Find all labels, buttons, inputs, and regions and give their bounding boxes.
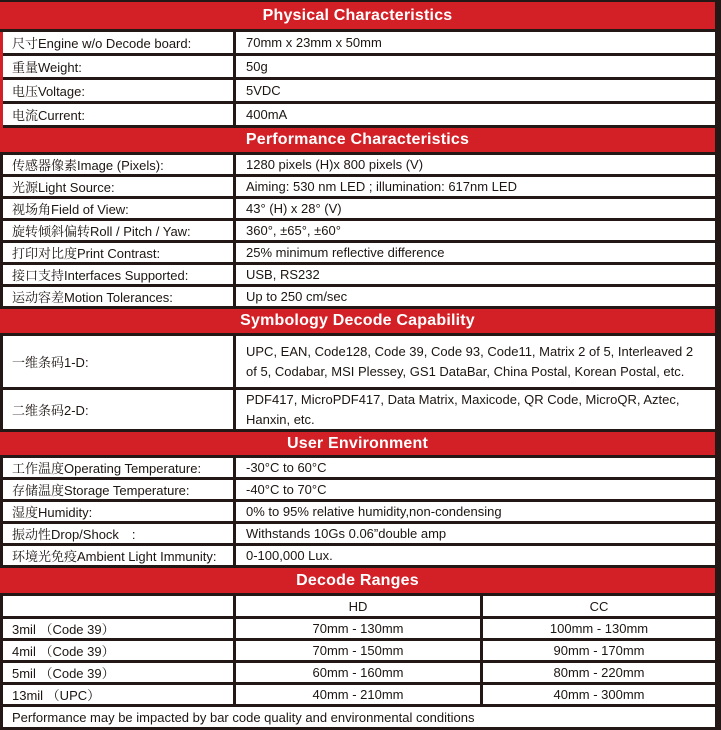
spec-value: -30°C to 60°C [246, 460, 327, 475]
spec-label: 二维条码2-D: [3, 390, 236, 429]
decode-cc-value: 100mm - 130mm [549, 621, 649, 636]
section-title-environment: User Environment [286, 434, 428, 452]
spec-value: 360°, ±65°, ±60° [246, 223, 341, 238]
spec-row [3, 480, 715, 502]
spec-label: 旋转倾斜偏转Roll / Pitch / Yaw: [3, 221, 236, 240]
spec-row [3, 177, 715, 199]
spec-value: 0-100,000 Lux. [246, 548, 333, 563]
spec-value: Withstands 10Gs 0.06”double amp [246, 526, 447, 541]
decode-column-cc: CC [589, 598, 609, 614]
decode-hd-value: 70mm - 150mm [236, 641, 483, 660]
spec-value: 25% minimum reflective difference [246, 245, 445, 260]
decode-columns-row [3, 596, 715, 619]
spec-label: 振动性Drop/Shock : [3, 524, 236, 543]
spec-row [3, 32, 715, 56]
spec-value: 50g [246, 59, 268, 74]
spec-value: 43° (H) x 28° (V) [246, 201, 342, 216]
spec-row [3, 80, 715, 104]
footer-note: Performance may be impacted by bar code quality and environmental conditions [12, 709, 475, 725]
decode-hd-value: 40mm - 210mm [236, 685, 483, 704]
spec-value: PDF417, MicroPDF417, Data Matrix, Maxicode, QR Code, MicroQR, Aztec, Hanxin, etc. [246, 392, 680, 427]
section-environment [0, 458, 715, 568]
decode-cc-value: 40mm - 300mm [553, 687, 645, 702]
spec-row [3, 546, 715, 568]
spec-row [3, 265, 715, 287]
decode-column-blank [3, 596, 236, 616]
spec-row [3, 199, 715, 221]
spec-row [3, 390, 715, 432]
spec-label: 运动容差Motion Tolerances: [3, 287, 236, 306]
spec-value: 400mA [246, 107, 288, 122]
spec-label: 电流Current: [3, 104, 236, 125]
section-header-environment [0, 432, 715, 458]
spec-value: -40°C to 70°C [246, 482, 327, 497]
spec-row [3, 56, 715, 80]
section-symbology [0, 336, 715, 432]
decode-row [3, 641, 715, 663]
decode-label: 3mil （Code 39） [3, 619, 236, 638]
section-decode-ranges [0, 596, 715, 707]
section-physical [0, 32, 715, 128]
section-header-decode-ranges [0, 568, 715, 596]
section-performance [0, 155, 715, 309]
spec-row [3, 458, 715, 480]
spec-value: Aiming: 530 nm LED ; illumination: 617nm LED [246, 179, 517, 194]
decode-column-hd: HD [236, 596, 483, 616]
spec-label: 一维条码1-D: [3, 336, 236, 387]
spec-label: 电压Voltage: [3, 80, 236, 101]
spec-label: 湿度Humidity: [3, 502, 236, 521]
spec-value: Up to 250 cm/sec [246, 289, 348, 304]
footer-note-row [0, 707, 715, 727]
spec-value: 70mm x 23mm x 50mm [246, 35, 382, 50]
spec-row [3, 502, 715, 524]
spec-row [3, 104, 715, 128]
section-title-performance: Performance Characteristics [245, 131, 470, 148]
spec-value: 0% to 95% relative humidity,non-condensing [246, 504, 502, 519]
spec-label: 视场角Field of View: [3, 199, 236, 218]
spec-row [3, 287, 715, 309]
section-header-physical [0, 2, 715, 32]
spec-row [3, 221, 715, 243]
spec-label: 传感器像素Image (Pixels): [3, 155, 236, 174]
section-title-decode-ranges: Decode Ranges [296, 571, 419, 589]
spec-label: 重量Weight: [3, 56, 236, 77]
section-header-performance [0, 128, 715, 155]
spec-label: 打印对比度Print Contrast: [3, 243, 236, 262]
decode-hd-value: 60mm - 160mm [236, 663, 483, 682]
spec-row [3, 336, 715, 390]
spec-label: 工作温度Operating Temperature: [3, 458, 236, 477]
decode-label: 4mil （Code 39） [3, 641, 236, 660]
decode-label: 13mil （UPC） [3, 685, 236, 704]
spec-label: 环境光免疫Ambient Light Immunity: [3, 546, 236, 565]
decode-cc-value: 80mm - 220mm [553, 665, 645, 680]
spec-label: 存储温度Storage Temperature: [3, 480, 236, 499]
spec-row [3, 155, 715, 177]
spec-label: 接口支持Interfaces Supported: [3, 265, 236, 284]
spec-label: 尺寸Engine w/o Decode board: [3, 32, 236, 53]
spec-row [3, 524, 715, 546]
decode-label: 5mil （Code 39） [3, 663, 236, 682]
decode-cc-value: 90mm - 170mm [553, 643, 645, 658]
decode-row [3, 663, 715, 685]
spec-value: USB, RS232 [246, 267, 320, 282]
spec-row [3, 243, 715, 265]
decode-hd-value: 70mm - 130mm [236, 619, 483, 638]
section-header-symbology [0, 309, 715, 336]
spec-value: UPC, EAN, Code128, Code 39, Code 93, Code11, Matrix 2 of 5, Interleaved 2 of 5, Codabar, MSI Plessey, GS1 DataBar, China Postal, Korean Postal, etc. [246, 344, 694, 379]
spec-label: 光源Light Source: [3, 177, 236, 196]
decode-row [3, 685, 715, 707]
decode-row [3, 619, 715, 641]
section-title-symbology: Symbology Decode Capability [240, 312, 475, 329]
spec-value: 1280 pixels (H)x 800 pixels (V) [246, 157, 424, 172]
spec-value: 5VDC [246, 83, 281, 98]
section-title-physical: Physical Characteristics [262, 6, 453, 24]
